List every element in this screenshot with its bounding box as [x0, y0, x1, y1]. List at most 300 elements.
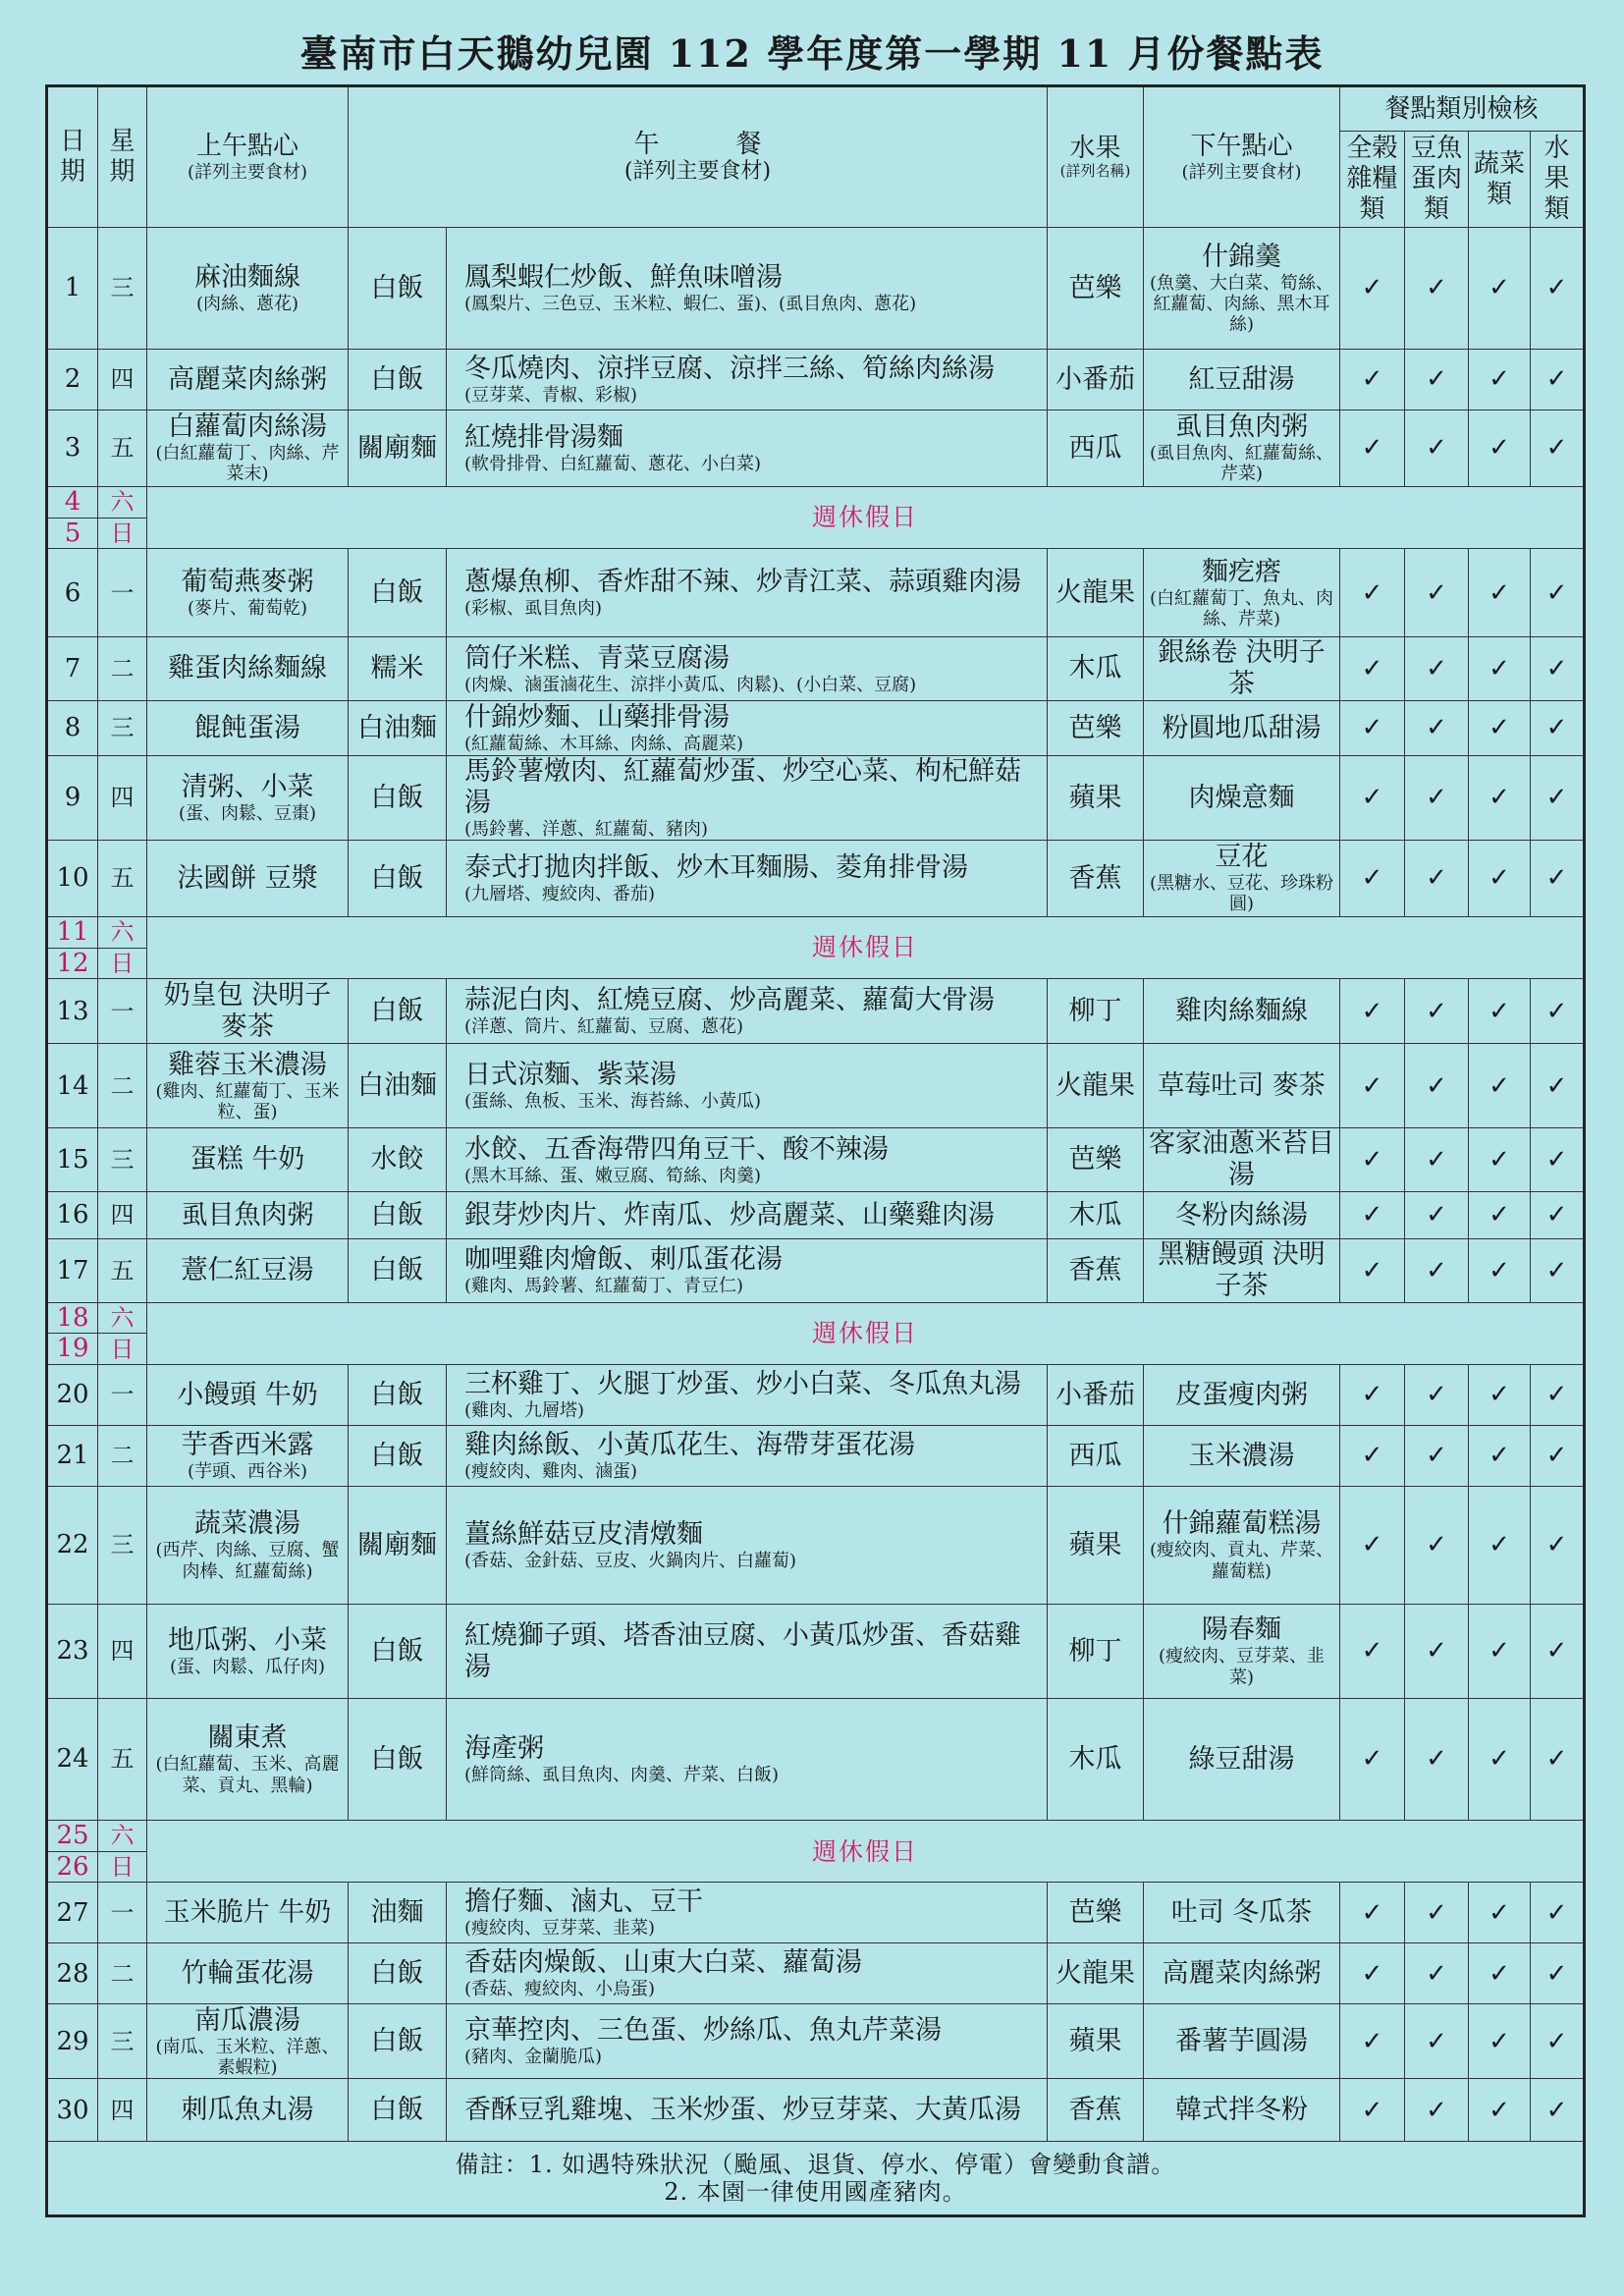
morning-snack-ingredients: (雞肉、紅蘿蔔丁、玉米粒、蛋): [155, 1080, 340, 1122]
morning-snack-main: 芋香西米露: [181, 1430, 314, 1461]
holiday-weekday: 六: [98, 487, 147, 519]
check-mark-icon: ✓: [1405, 1128, 1469, 1192]
row-fruit: 蘋果: [1048, 1487, 1144, 1605]
check-mark-icon: ✓: [1469, 1487, 1531, 1605]
row-lunch: [447, 1192, 1048, 1239]
lunch-main: 香酥豆乳雞塊、玉米炒蛋、炒豆芽菜、大黃瓜湯: [464, 2095, 1021, 2126]
check-mark-icon: ✓: [1469, 228, 1531, 350]
check-mark-icon: ✓: [1405, 410, 1469, 487]
check-mark-icon: ✓: [1340, 841, 1405, 917]
check-mark-icon: ✓: [1340, 979, 1405, 1044]
check-mark-icon: ✓: [1405, 841, 1469, 917]
lunch-main: 冬瓜燒肉、涼拌豆腐、涼拌三絲、筍絲肉絲湯: [464, 353, 995, 384]
row-weekday: 二: [98, 1426, 147, 1487]
afternoon-snack-main: 吐司 冬瓜茶: [1170, 1897, 1313, 1929]
holiday-row: [47, 1302, 1585, 1334]
check-mark-icon: ✓: [1405, 979, 1469, 1044]
check-mark-icon: ✓: [1340, 1699, 1405, 1821]
morning-snack-ingredients: (蛋、肉鬆、瓜仔肉): [169, 1656, 326, 1677]
afternoon-snack-main: 冬粉肉絲湯: [1175, 1199, 1309, 1230]
lunch-main: 咖哩雞肉燴飯、刺瓜蛋花湯: [464, 1244, 783, 1276]
lunch-main: 海產粥: [464, 1733, 544, 1765]
row-morning-snack: [147, 1487, 349, 1605]
check-mark-icon: ✓: [1340, 1365, 1405, 1426]
check-mark-icon: ✓: [1469, 1883, 1531, 1943]
row-date: 7: [47, 637, 98, 701]
check-mark-icon: ✓: [1469, 410, 1531, 487]
lunch-main: 薑絲鮮菇豆皮清燉麵: [464, 1519, 703, 1551]
check-mark-icon: ✓: [1469, 1605, 1531, 1699]
row-morning-snack: [147, 1128, 349, 1192]
row-lunch: [447, 701, 1048, 756]
row-staple: 關廟麵: [349, 410, 447, 487]
morning-snack-main: 地瓜粥、小菜: [168, 1625, 327, 1657]
holiday-row: [47, 1821, 1585, 1852]
row-morning-snack: [147, 979, 349, 1044]
afternoon-snack-main: 綠豆甜湯: [1188, 1743, 1295, 1775]
menu-row: [47, 228, 1585, 350]
check-mark-icon: ✓: [1469, 979, 1531, 1044]
morning-snack-main: 麻油麵線: [194, 261, 300, 293]
check-mark-icon: ✓: [1405, 2004, 1469, 2079]
header-check-vegetable: 蔬菜類: [1469, 132, 1531, 228]
row-fruit: 西瓜: [1048, 1426, 1144, 1487]
row-lunch: [447, 2004, 1048, 2079]
menu-row: [47, 841, 1585, 917]
menu-row: [47, 1699, 1585, 1821]
row-afternoon-snack: [1144, 1699, 1340, 1821]
check-mark-icon: ✓: [1531, 841, 1585, 917]
holiday-date: 19: [47, 1334, 98, 1365]
check-mark-icon: ✓: [1340, 549, 1405, 637]
menu-row: [47, 637, 1585, 701]
row-staple: 白飯: [349, 756, 447, 841]
notes-cell: [47, 2142, 1585, 2216]
check-mark-icon: ✓: [1469, 549, 1531, 637]
row-lunch: [447, 841, 1048, 917]
check-mark-icon: ✓: [1531, 1943, 1585, 2004]
holiday-weekday: 六: [98, 1821, 147, 1852]
row-fruit: 木瓜: [1048, 1699, 1144, 1821]
lunch-main: 馬鈴薯燉肉、紅蘿蔔炒蛋、炒空心菜、枸杞鮮菇湯: [464, 756, 1021, 818]
menu-table: [45, 84, 1586, 2217]
row-morning-snack: [147, 1605, 349, 1699]
menu-row: [47, 1365, 1585, 1426]
check-mark-icon: ✓: [1405, 1943, 1469, 2004]
row-weekday: 四: [98, 756, 147, 841]
row-afternoon-snack: [1144, 1487, 1340, 1605]
lunch-ingredients: (紅蘿蔔絲、木耳絲、肉絲、高麗菜): [464, 733, 744, 754]
row-lunch: [447, 1239, 1048, 1303]
note-line-2: 2. 本園一律使用國產豬肉。: [664, 2178, 967, 2207]
holiday-date: 25: [47, 1821, 98, 1852]
row-date: 28: [47, 1943, 98, 2004]
row-lunch: [447, 637, 1048, 701]
morning-snack-main: 餛飩蛋湯: [194, 712, 300, 743]
check-mark-icon: ✓: [1405, 701, 1469, 756]
notes-row: [47, 2142, 1585, 2216]
lunch-ingredients: (香菇、瘦絞肉、小烏蛋): [464, 1979, 656, 2000]
morning-snack-ingredients: (南瓜、玉米粒、洋蔥、素蝦粒): [155, 2036, 340, 2078]
check-mark-icon: ✓: [1340, 756, 1405, 841]
check-mark-icon: ✓: [1469, 841, 1531, 917]
holiday-weekday: 日: [98, 518, 147, 549]
header-fruit: [1048, 86, 1144, 228]
row-staple: 白飯: [349, 1426, 447, 1487]
row-date: 9: [47, 756, 98, 841]
morning-snack-main: 關東煮: [207, 1722, 288, 1754]
morning-snack-main: 蔬菜濃湯: [194, 1508, 300, 1540]
check-mark-icon: ✓: [1531, 1699, 1585, 1821]
row-date: 8: [47, 701, 98, 756]
holiday-weekday: 六: [98, 1302, 147, 1334]
afternoon-snack-main: 陽春麵: [1202, 1614, 1282, 1646]
header-lunch-sub: (詳列主要食材): [623, 159, 772, 185]
menu-row: [47, 1128, 1585, 1192]
afternoon-snack-ingredients: (瘦絞肉、豆芽菜、韭菜): [1159, 1646, 1326, 1688]
header-check-fruit: 水果類: [1531, 132, 1585, 228]
check-mark-icon: ✓: [1531, 350, 1585, 410]
row-weekday: 二: [98, 637, 147, 701]
row-lunch: [447, 2079, 1048, 2142]
row-weekday: 五: [98, 1239, 147, 1303]
row-afternoon-snack: [1144, 410, 1340, 487]
row-date: 20: [47, 1365, 98, 1426]
header-fruit-sub: (詳列名稱): [1059, 162, 1131, 181]
row-fruit: 小番茄: [1048, 1365, 1144, 1426]
row-afternoon-snack: [1144, 1044, 1340, 1128]
row-lunch: [447, 1426, 1048, 1487]
check-mark-icon: ✓: [1531, 637, 1585, 701]
afternoon-snack-main: 肉燥意麵: [1188, 782, 1295, 813]
check-mark-icon: ✓: [1340, 350, 1405, 410]
lunch-main: 日式涼麵、紫菜湯: [464, 1060, 677, 1091]
row-fruit: 芭樂: [1048, 1128, 1144, 1192]
morning-snack-main: 玉米脆片 牛奶: [163, 1897, 332, 1929]
row-fruit: 蘋果: [1048, 2004, 1144, 2079]
row-afternoon-snack: [1144, 979, 1340, 1044]
check-mark-icon: ✓: [1340, 410, 1405, 487]
row-staple: 白飯: [349, 979, 447, 1044]
check-mark-icon: ✓: [1405, 2079, 1469, 2142]
check-mark-icon: ✓: [1531, 1605, 1585, 1699]
afternoon-snack-ingredients: (白紅蘿蔔丁、魚丸、肉絲、芹菜): [1150, 587, 1334, 629]
menu-row: [47, 701, 1585, 756]
menu-row: [47, 1605, 1585, 1699]
header-weekday: 星期: [98, 86, 147, 228]
row-afternoon-snack: [1144, 1365, 1340, 1426]
row-date: 23: [47, 1605, 98, 1699]
lunch-ingredients: (鮮筒絲、虱目魚肉、肉羹、芹菜、白飯): [464, 1764, 780, 1785]
lunch-ingredients: (雞肉、九層塔): [464, 1399, 585, 1421]
holiday-label: 週休假日: [147, 917, 1585, 979]
check-mark-icon: ✓: [1340, 1044, 1405, 1128]
row-afternoon-snack: [1144, 1883, 1340, 1943]
lunch-ingredients: (瘦絞肉、雞肉、滷蛋): [464, 1460, 638, 1482]
row-date: 10: [47, 841, 98, 917]
row-morning-snack: [147, 1699, 349, 1821]
morning-snack-main: 葡萄燕麥粥: [181, 567, 314, 598]
row-lunch: [447, 350, 1048, 410]
afternoon-snack-main: 虱目魚肉粥: [1175, 411, 1309, 443]
row-date: 27: [47, 1883, 98, 1943]
row-fruit: 香蕉: [1048, 2079, 1144, 2142]
row-date: 1: [47, 228, 98, 350]
holiday-date: 12: [47, 948, 98, 979]
header-check-protein: 豆魚蛋肉類: [1405, 132, 1469, 228]
row-afternoon-snack: [1144, 756, 1340, 841]
check-mark-icon: ✓: [1340, 1943, 1405, 2004]
afternoon-snack-ingredients: (魚羹、大白菜、筍絲、紅蘿蔔、肉絲、黑木耳絲): [1150, 272, 1334, 336]
check-mark-icon: ✓: [1340, 2079, 1405, 2142]
check-mark-icon: ✓: [1469, 1426, 1531, 1487]
check-mark-icon: ✓: [1340, 1192, 1405, 1239]
header-morning-snack-label: 上午點心: [195, 132, 298, 162]
row-date: 13: [47, 979, 98, 1044]
check-mark-icon: ✓: [1469, 2079, 1531, 2142]
menu-row: [47, 410, 1585, 487]
morning-snack-main: 蛋糕 牛奶: [189, 1144, 305, 1175]
afternoon-snack-main: 高麗菜肉絲粥: [1162, 1958, 1322, 1990]
row-morning-snack: [147, 841, 349, 917]
morning-snack-main: 高麗菜肉絲粥: [168, 363, 327, 395]
row-morning-snack: [147, 2079, 349, 2142]
row-afternoon-snack: [1144, 350, 1340, 410]
check-mark-icon: ✓: [1405, 549, 1469, 637]
morning-snack-main: 小饅頭 牛奶: [177, 1379, 318, 1410]
row-fruit: 柳丁: [1048, 1605, 1144, 1699]
lunch-ingredients: (軟骨排骨、白紅蘿蔔、蔥花、小白菜): [464, 453, 762, 474]
afternoon-snack-main: 玉米濃湯: [1188, 1440, 1295, 1471]
menu-row: [47, 1487, 1585, 1605]
check-mark-icon: ✓: [1531, 1883, 1585, 1943]
row-date: 24: [47, 1699, 98, 1821]
afternoon-snack-main: 皮蛋瘦肉粥: [1175, 1379, 1309, 1410]
row-morning-snack: [147, 410, 349, 487]
menu-row: [47, 2004, 1585, 2079]
morning-snack-main: 清粥、小菜: [181, 771, 314, 802]
check-mark-icon: ✓: [1531, 2079, 1585, 2142]
row-staple: 白飯: [349, 1943, 447, 2004]
check-mark-icon: ✓: [1405, 1699, 1469, 1821]
afternoon-snack-main: 銀絲卷 決明子茶: [1158, 637, 1326, 700]
holiday-weekday: 六: [98, 917, 147, 949]
menu-row: [47, 1426, 1585, 1487]
check-mark-icon: ✓: [1469, 350, 1531, 410]
row-afternoon-snack: [1144, 549, 1340, 637]
holiday-weekday: 日: [98, 1334, 147, 1365]
row-staple: 水餃: [349, 1128, 447, 1192]
row-lunch: [447, 410, 1048, 487]
check-mark-icon: ✓: [1340, 1605, 1405, 1699]
row-lunch: [447, 1487, 1048, 1605]
row-weekday: 三: [98, 701, 147, 756]
check-mark-icon: ✓: [1340, 228, 1405, 350]
check-mark-icon: ✓: [1405, 1426, 1469, 1487]
row-afternoon-snack: [1144, 637, 1340, 701]
check-mark-icon: ✓: [1531, 1128, 1585, 1192]
check-mark-icon: ✓: [1531, 756, 1585, 841]
lunch-main: 雞肉絲飯、小黃瓜花生、海帶芽蛋花湯: [464, 1430, 915, 1461]
lunch-ingredients: (豆芽菜、青椒、彩椒): [464, 384, 638, 406]
row-staple: 白飯: [349, 1365, 447, 1426]
check-mark-icon: ✓: [1469, 1192, 1531, 1239]
row-staple: 白飯: [349, 841, 447, 917]
lunch-main: 筒仔米糕、青菜豆腐湯: [464, 642, 730, 674]
check-mark-icon: ✓: [1531, 1044, 1585, 1128]
morning-snack-main: 雞蛋肉絲麵線: [168, 653, 327, 684]
row-date: 14: [47, 1044, 98, 1128]
header-fruit-label: 水果: [1069, 133, 1121, 163]
check-mark-icon: ✓: [1405, 1044, 1469, 1128]
header-row: [47, 86, 1585, 132]
row-date: 6: [47, 549, 98, 637]
check-mark-icon: ✓: [1531, 1426, 1585, 1487]
morning-snack-ingredients: (白紅蘿蔔丁、肉絲、芹菜末): [155, 443, 340, 485]
row-lunch: [447, 1128, 1048, 1192]
row-morning-snack: [147, 350, 349, 410]
row-morning-snack: [147, 1365, 349, 1426]
row-afternoon-snack: [1144, 1426, 1340, 1487]
holiday-date: 5: [47, 518, 98, 549]
holiday-date: 4: [47, 487, 98, 519]
lunch-ingredients: (鳳梨片、三色豆、玉米粒、蝦仁、蛋)、(虱目魚肉、蔥花): [464, 293, 917, 314]
row-fruit: 香蕉: [1048, 841, 1144, 917]
row-weekday: 四: [98, 1605, 147, 1699]
lunch-ingredients: (馬鈴薯、洋蔥、紅蘿蔔、豬肉): [464, 818, 709, 840]
row-fruit: 火龍果: [1048, 1943, 1144, 2004]
check-mark-icon: ✓: [1405, 1365, 1469, 1426]
row-morning-snack: [147, 1192, 349, 1239]
menu-row: [47, 979, 1585, 1044]
lunch-main: 蔥爆魚柳、香炸甜不辣、炒青江菜、蒜頭雞肉湯: [464, 567, 1021, 598]
row-date: 30: [47, 2079, 98, 2142]
lunch-main: 水餃、五香海帶四角豆干、酸不辣湯: [464, 1133, 889, 1165]
lunch-ingredients: (瘦絞肉、豆芽菜、韭菜): [464, 1918, 656, 1940]
check-mark-icon: ✓: [1340, 1487, 1405, 1605]
lunch-ingredients: (香菇、金針菇、豆皮、火鍋肉片、白蘿蔔): [464, 1550, 797, 1571]
holiday-date: 18: [47, 1302, 98, 1334]
morning-snack-ingredients: (蛋、肉鬆、豆棗): [178, 802, 317, 824]
row-staple: 白油麵: [349, 1044, 447, 1128]
row-weekday: 五: [98, 410, 147, 487]
row-lunch: [447, 979, 1048, 1044]
check-mark-icon: ✓: [1340, 1883, 1405, 1943]
row-fruit: 木瓜: [1048, 637, 1144, 701]
check-mark-icon: ✓: [1531, 1365, 1585, 1426]
afternoon-snack-main: 草莓吐司 麥茶: [1158, 1069, 1326, 1101]
check-mark-icon: ✓: [1405, 1239, 1469, 1303]
afternoon-snack-main: 黑糖饅頭 決明子茶: [1158, 1239, 1326, 1301]
menu-row: [47, 2079, 1585, 2142]
lunch-ingredients: (豬肉、金蘭脆瓜): [464, 2047, 603, 2068]
afternoon-snack-main: 紅豆甜湯: [1188, 363, 1295, 395]
row-fruit: 芭樂: [1048, 701, 1144, 756]
holiday-weekday: 日: [98, 1851, 147, 1883]
check-mark-icon: ✓: [1405, 1605, 1469, 1699]
check-mark-icon: ✓: [1340, 1239, 1405, 1303]
afternoon-snack-main: 什錦羹: [1202, 241, 1282, 272]
row-afternoon-snack: [1144, 1943, 1340, 2004]
row-fruit: 香蕉: [1048, 1239, 1144, 1303]
row-fruit: 蘋果: [1048, 756, 1144, 841]
menu-row: [47, 350, 1585, 410]
row-afternoon-snack: [1144, 1192, 1340, 1239]
check-mark-icon: ✓: [1340, 1128, 1405, 1192]
menu-row: [47, 1044, 1585, 1128]
menu-row: [47, 1192, 1585, 1239]
check-mark-icon: ✓: [1469, 2004, 1531, 2079]
row-weekday: 三: [98, 2004, 147, 2079]
check-mark-icon: ✓: [1405, 350, 1469, 410]
row-morning-snack: [147, 701, 349, 756]
row-date: 17: [47, 1239, 98, 1303]
check-mark-icon: ✓: [1531, 1239, 1585, 1303]
lunch-ingredients: (彩椒、虱目魚肉): [464, 598, 603, 620]
lunch-ingredients: (蛋絲、魚板、玉米、海苔絲、小黃瓜): [464, 1091, 762, 1113]
afternoon-snack-main: 麵疙瘩: [1202, 556, 1282, 587]
lunch-main: 紅燒排骨湯麵: [464, 421, 623, 453]
row-afternoon-snack: [1144, 841, 1340, 917]
header-afternoon-snack-label: 下午點心: [1190, 132, 1293, 162]
lunch-ingredients: (九層塔、瘦絞肉、番茄): [464, 883, 656, 904]
lunch-main: 擔仔麵、滷丸、豆干: [464, 1886, 703, 1918]
row-staple: 糯米: [349, 637, 447, 701]
row-fruit: 柳丁: [1048, 979, 1144, 1044]
holiday-row: [47, 917, 1585, 949]
row-weekday: 三: [98, 1128, 147, 1192]
check-mark-icon: ✓: [1405, 1192, 1469, 1239]
row-morning-snack: [147, 756, 349, 841]
holiday-weekday: 日: [98, 948, 147, 979]
lunch-main: 蒜泥白肉、紅燒豆腐、炒高麗菜、蘿蔔大骨湯: [464, 985, 995, 1016]
row-weekday: 三: [98, 228, 147, 350]
header-morning-snack-sub: (詳列主要食材): [187, 161, 308, 183]
check-mark-icon: ✓: [1531, 1487, 1585, 1605]
lunch-main: 三杯雞丁、火腿丁炒蛋、炒小白菜、冬瓜魚丸湯: [464, 1369, 1021, 1400]
check-mark-icon: ✓: [1340, 2004, 1405, 2079]
header-date: 日期: [47, 86, 98, 228]
row-morning-snack: [147, 637, 349, 701]
row-lunch: [447, 1699, 1048, 1821]
check-mark-icon: ✓: [1405, 1487, 1469, 1605]
row-weekday: 三: [98, 1487, 147, 1605]
morning-snack-ingredients: (西芹、肉絲、豆腐、蟹肉棒、紅蘿蔔絲): [155, 1540, 340, 1582]
row-afternoon-snack: [1144, 701, 1340, 756]
row-afternoon-snack: [1144, 1605, 1340, 1699]
row-afternoon-snack: [1144, 228, 1340, 350]
row-staple: 白飯: [349, 1605, 447, 1699]
holiday-row: [47, 487, 1585, 519]
row-weekday: 一: [98, 979, 147, 1044]
holiday-label: 週休假日: [147, 1302, 1585, 1364]
menu-row: [47, 1943, 1585, 2004]
lunch-main: 紅燒獅子頭、塔香油豆腐、小黃瓜炒蛋、香菇雞湯: [464, 1619, 1021, 1682]
lunch-main: 鳳梨蝦仁炒飯、鮮魚味噌湯: [464, 261, 783, 293]
menu-row: [47, 756, 1585, 841]
row-morning-snack: [147, 1943, 349, 2004]
morning-snack-ingredients: (芋頭、西谷米): [187, 1460, 308, 1482]
afternoon-snack-main: 雞肉絲麵線: [1175, 995, 1309, 1026]
morning-snack-ingredients: (肉絲、蔥花): [195, 293, 299, 314]
morning-snack-main: 薏仁紅豆湯: [181, 1255, 314, 1285]
check-mark-icon: ✓: [1469, 1128, 1531, 1192]
morning-snack-ingredients: (白紅蘿蔔、玉米、高麗菜、貢丸、黑輪): [155, 1754, 340, 1796]
check-mark-icon: ✓: [1405, 1883, 1469, 1943]
lunch-ingredients: (肉燥、滷蛋滷花生、涼拌小黃瓜、肉鬆)、(小白菜、豆腐): [464, 674, 917, 695]
afternoon-snack-main: 客家油蔥米苔目湯: [1149, 1128, 1335, 1191]
holiday-date: 26: [47, 1851, 98, 1883]
